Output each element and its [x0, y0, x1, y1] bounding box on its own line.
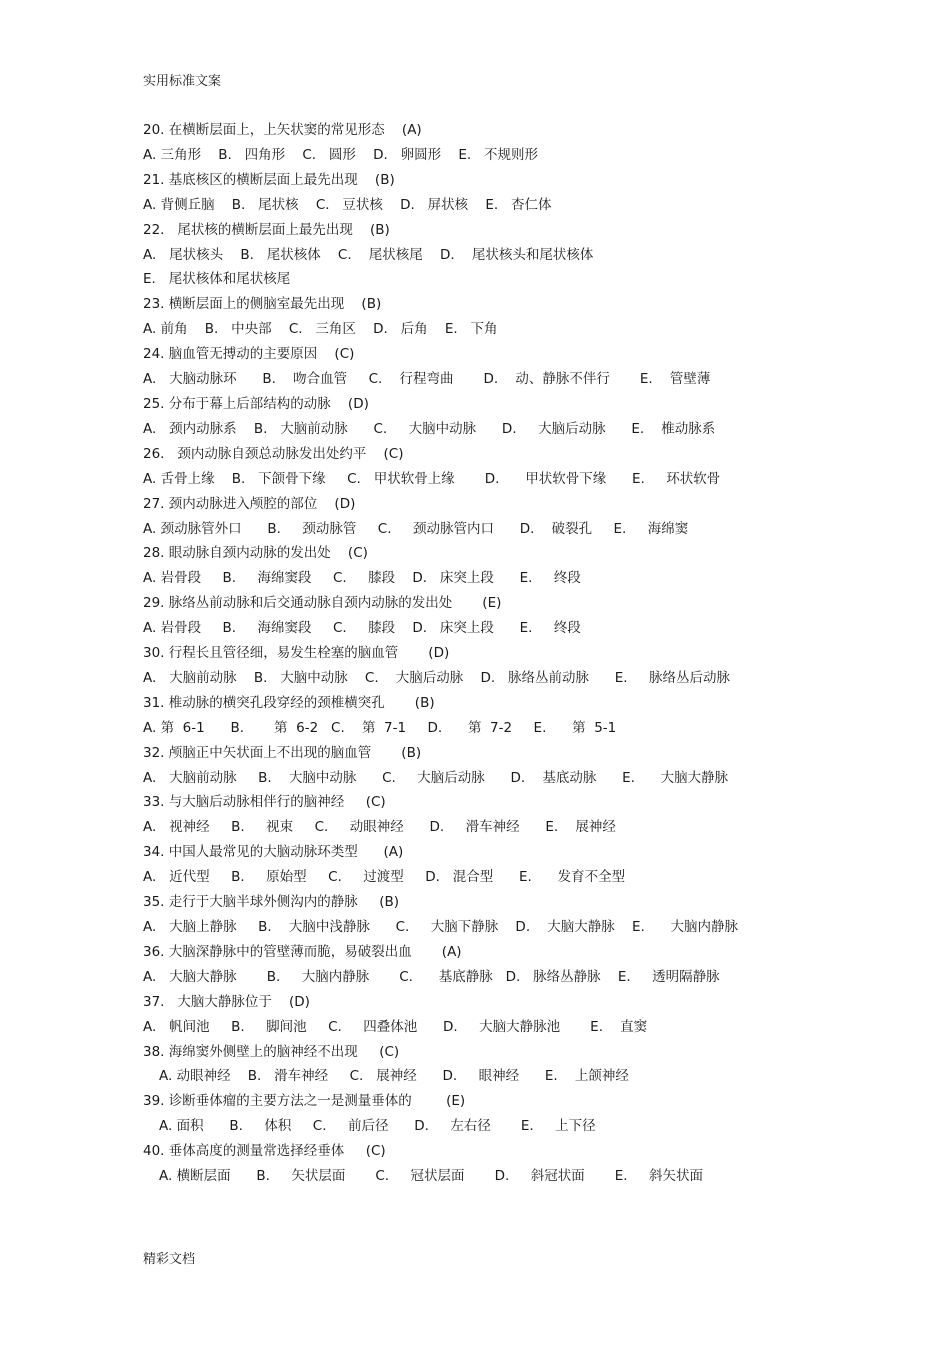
answer-options: A. 尾状核头 B. 尾状核体 C. 尾状核尾 D. 尾状核头和尾状核体 — [143, 246, 594, 263]
question-text: 36. 大脑深静脉中的管壁薄而脆，易破裂出血 (A) — [143, 943, 462, 960]
question-text: 28. 眼动脉自颈内动脉的发出处 (C) — [143, 545, 368, 562]
answer-options: A. 大脑前动脉 B. 大脑中动脉 C. 大脑后动脉 D. 脉络丛前动脉 E. 脉络丛后动脉 — [143, 669, 731, 686]
answer-options: A. 动眼神经 B. 滑车神经 C. 展神经 D. 眼神经 E. 上颌神经 — [159, 1068, 629, 1085]
answer-options: A. 第 6-1 B. 第 6-2 C. 第 7-1 D. 第 7-2 E. 第 5-1 — [143, 719, 617, 736]
answer-options: A. 三角形 B. 四角形 C. 圆形 D. 卵圆形 E. 不规则形 — [143, 146, 539, 163]
question-text: 26. 颈内动脉自颈总动脉发出处约平 (C) — [143, 445, 404, 462]
answer-options: E. 尾状核体和尾状核尾 — [143, 271, 291, 288]
question-text: 21. 基底核区的横断层面上最先出现 (B) — [143, 171, 395, 188]
question-text: 31. 椎动脉的横突孔段穿经的颈椎横突孔 (B) — [143, 694, 435, 711]
answer-options: A. 帆间池 B. 脚间池 C. 四叠体池 D. 大脑大静脉池 E. 直窦 — [143, 1018, 648, 1035]
question-text: 32. 颅脑正中矢状面上不出现的脑血管 (B) — [143, 744, 422, 761]
page-footer: 精彩文档 — [143, 1252, 196, 1267]
question-list — [143, 118, 903, 1189]
answer-options: A. 面积 B. 体积 C. 前后径 D. 左右径 E. 上下径 — [159, 1118, 596, 1135]
question-text: 30. 行程长且管径细，易发生栓塞的脑血管 (D) — [143, 645, 450, 662]
answer-options: A. 岩骨段 B. 海绵窦段 C. 膝段 D. 床突上段 E. 终段 — [143, 620, 581, 637]
question-text: 23. 横断层面上的侧脑室最先出现 (B) — [143, 296, 382, 313]
answer-options: A. 近代型 B. 原始型 C. 过渡型 D. 混合型 E. 发育不全型 — [143, 869, 626, 886]
answer-options: A. 前角 B. 中央部 C. 三角区 D. 后角 E. 下角 — [143, 321, 498, 338]
answer-options: A. 舌骨上缘 B. 下颌骨下缘 C. 甲状软骨上缘 D. 甲状软骨下缘 E. 环状软骨 — [143, 470, 721, 487]
question-text: 38. 海绵窦外侧壁上的脑神经不出现 (C) — [143, 1043, 400, 1060]
question-text: 33. 与大脑后动脉相伴行的脑神经 (C) — [143, 794, 386, 811]
answer-options: A. 视神经 B. 视束 C. 动眼神经 D. 滑车神经 E. 展神经 — [143, 819, 616, 836]
answer-options: A. 颈内动脉系 B. 大脑前动脉 C. 大脑中动脉 D. 大脑后动脉 E. 椎动脉系 — [143, 420, 716, 437]
question-text: 20. 在横断层面上，上矢状窦的常见形态 (A) — [143, 122, 422, 138]
answer-options: A. 背侧丘脑 B. 尾状核 C. 豆状核 D. 屏状核 E. 杏仁体 — [143, 196, 552, 213]
answer-options: A. 横断层面 B. 矢状层面 C. 冠状层面 D. 斜冠状面 E. 斜矢状面 — [159, 1168, 704, 1185]
page-header: 实用标准文案 — [143, 74, 222, 89]
question-text: 37. 大脑大静脉位于 (D) — [143, 993, 310, 1010]
question-text: 25. 分布于幕上后部结构的动脉 (D) — [143, 395, 369, 412]
answer-options: A. 大脑上静脉 B. 大脑中浅静脉 C. 大脑下静脉 D. 大脑大静脉 E. 大脑内静脉 — [143, 919, 739, 935]
question-text: 22. 尾状核的横断层面上最先出现 (B) — [143, 221, 390, 238]
answer-options: A. 颈动脉管外口 B. 颈动脉管 C. 颈动脉管内口 D. 破裂孔 E. 海绵窦 — [143, 520, 689, 537]
question-text: 40. 垂体高度的测量常选择经垂体 (C) — [143, 1143, 386, 1160]
question-text: 24. 脑血管无搏动的主要原因 (C) — [143, 346, 355, 363]
answer-options: A. 大脑大静脉 B. 大脑内静脉 C. 基底静脉 D. 脉络丛静脉 E. 透明隔静脉 — [143, 968, 720, 985]
answer-options: A. 大脑动脉环 B. 吻合血管 C. 行程弯曲 D. 动、静脉不伴行 E. 管壁薄 — [143, 371, 711, 388]
question-text: 39. 诊断垂体瘤的主要方法之一是测量垂体的 (E) — [143, 1093, 466, 1110]
answer-options: A. 岩骨段 B. 海绵窦段 C. 膝段 D. 床突上段 E. 终段 — [143, 570, 581, 587]
question-text: 35. 走行于大脑半球外侧沟内的静脉 (B) — [143, 894, 400, 911]
answer-options: A. 大脑前动脉 B. 大脑中动脉 C. 大脑后动脉 D. 基底动脉 E. 大脑大静脉 — [143, 769, 729, 786]
question-text: 29. 脉络丛前动脉和后交通动脉自颈内动脉的发出处 (E) — [143, 595, 502, 612]
question-text: 27. 颈内动脉进入颅腔的部位 (D) — [143, 495, 356, 512]
question-text: 34. 中国人最常见的大脑动脉环类型 (A) — [143, 844, 404, 861]
